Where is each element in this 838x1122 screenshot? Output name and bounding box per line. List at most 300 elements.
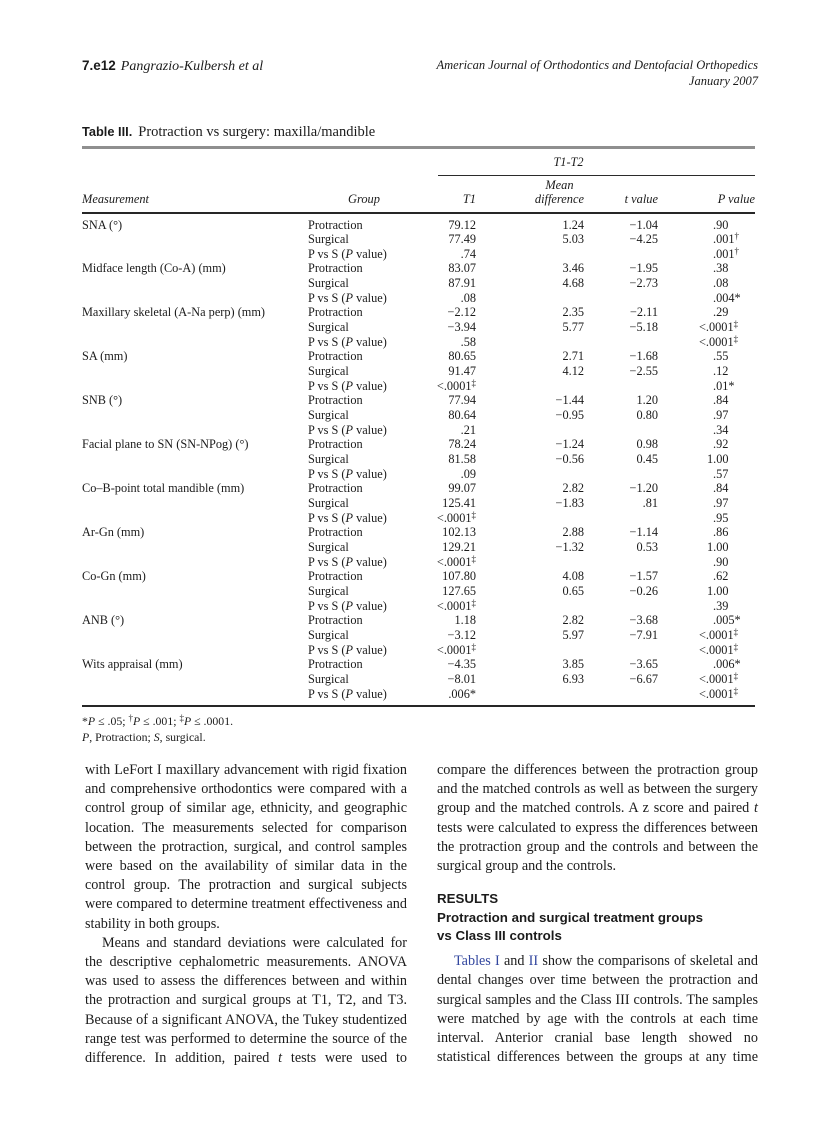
t1-cell: −2.12 [447, 305, 476, 320]
significance-marker: ‡ [471, 597, 476, 608]
p-value-cell: <.0001‡ [699, 670, 739, 686]
table-row [82, 687, 755, 702]
page-number: 7.e12 [82, 58, 116, 73]
p-value-cell: .006* [713, 657, 741, 672]
text-run: show the comparisons of skeletal and dental changes over time between the protraction and surgical samples and the Class III controls. The samples were matched by age with the controls at each time interval. Anterior cranial base length showed no statistical differences between the groups at any time [437, 953, 758, 1066]
p-value-cell: .001† [713, 245, 740, 261]
table-footnote [82, 714, 755, 730]
table-row [82, 672, 755, 687]
text-run: value) [353, 378, 387, 393]
text-run: Surgical [308, 539, 349, 554]
italic-text-run: P [183, 714, 192, 729]
measurement-cell [82, 628, 308, 643]
t-value-cell: 0.53 [636, 539, 658, 554]
p-value-cell: .001† [713, 231, 740, 247]
group-cell [308, 467, 420, 482]
p-value-cell: .84 [713, 393, 729, 408]
measurement-cell [82, 584, 308, 599]
text-run: value) [353, 642, 387, 657]
text-run: value) [353, 554, 387, 569]
text-run: value) [353, 290, 387, 305]
mean-difference-cell: 2.82 [562, 481, 584, 496]
text-run: compare the differences between the protraction group and the matched controls as well as between the surgery group and the matched controls. A z score and paired [437, 762, 758, 817]
column-header-group: Group [348, 191, 380, 206]
t-value-cell [584, 511, 658, 526]
citation-link[interactable]: Tables I [454, 953, 500, 970]
results-subheading-line: Protraction and surgical treatment groups [437, 910, 703, 926]
t-value-cell: −6.67 [629, 671, 658, 686]
group-cell [308, 584, 420, 599]
italic-text-run: P [345, 290, 353, 305]
group-cell [308, 423, 420, 438]
table-row [82, 291, 755, 306]
p-value-cell: .12 [713, 364, 729, 379]
t1-cell: 81.58 [448, 452, 476, 466]
group-cell [308, 511, 420, 526]
t1-cell: 83.07 [448, 261, 476, 276]
italic-text-run: t [754, 800, 758, 817]
t-value-cell: −3.68 [629, 613, 658, 628]
t-value-cell: −2.11 [630, 305, 658, 320]
italic-text-run: P [345, 510, 353, 525]
t1-cell: 91.47 [448, 364, 476, 379]
mean-difference-cell: 4.08 [562, 569, 584, 584]
t-value-cell: −7.91 [629, 627, 658, 642]
italic-text-run: P [345, 554, 353, 569]
group-cell [308, 481, 420, 496]
t1-cell: <.0001‡ [436, 641, 476, 657]
table-row [82, 408, 755, 423]
mean-difference-cell: 2.35 [562, 305, 584, 320]
p-value-cell: <.0001‡ [699, 641, 739, 657]
p-value-cell: .86 [713, 525, 729, 540]
text-run: Surgical [308, 495, 349, 510]
group-cell [308, 364, 420, 379]
table-row [82, 511, 755, 526]
italic-text-run: P [345, 422, 353, 437]
t-value-cell: −1.20 [629, 481, 658, 496]
group-cell [308, 276, 420, 291]
group-cell [308, 261, 420, 276]
column-header-mean-difference [476, 179, 584, 207]
group-cell [308, 218, 420, 233]
italic-text-run: t [278, 1050, 283, 1067]
t-value-cell: −0.26 [629, 583, 658, 598]
p-value-cell: .29 [713, 305, 729, 320]
group-cell [308, 291, 420, 306]
italic-text-run: P [345, 378, 353, 393]
table-row [82, 437, 755, 452]
p-value-cell: .01* [713, 378, 735, 393]
mean-difference-cell [476, 599, 584, 614]
text-run: * [82, 714, 88, 729]
text-run: with LeFort I maxillary advancement with rigid fixation and comprehensive orthodontics were compared with a control group of similar age, ethnicity, and geographic location. The measurements selected for comparison between the protraction, surgical, and control samples were based on the availability of similar data in the control group. The protraction and surgical subjects were compared to determine treatment effectiveness and stability in both groups. [85, 762, 407, 932]
table-row [82, 555, 755, 570]
table-row [82, 247, 755, 262]
p-value-cell: .92 [713, 437, 729, 452]
text-run: Protraction [308, 657, 363, 672]
group-cell [308, 555, 420, 570]
t1-cell: 127.65 [442, 583, 476, 598]
group-cell [308, 393, 420, 408]
measurement-cell [82, 408, 308, 423]
group-cell [308, 247, 420, 262]
text-run: Surgical [308, 452, 349, 466]
mean-difference-cell: −0.95 [555, 408, 584, 423]
t-value-cell: −1.14 [629, 525, 658, 540]
mean-difference-cell [476, 511, 584, 526]
mean-difference-cell: −1.44 [555, 393, 584, 408]
table-row [82, 584, 755, 599]
measurement-cell: SNA (°) [82, 217, 123, 232]
text-run: P vs S ( [308, 422, 346, 437]
p-value-cell: .57 [713, 466, 729, 481]
table-row [82, 423, 755, 438]
text-run: Surgical [308, 408, 349, 423]
mean-difference-cell: 3.46 [562, 261, 584, 276]
text-run: P vs S ( [308, 598, 346, 613]
mean-difference-header-lines [535, 179, 584, 206]
mean-difference-cell [476, 379, 584, 394]
group-cell [308, 452, 420, 467]
italic-text-run: P [345, 686, 353, 701]
group-cell [308, 349, 420, 364]
text-run: Surgical [308, 583, 349, 598]
measurement-cell [82, 423, 308, 438]
table-row [82, 481, 755, 496]
text-run: ≤ .0001. [191, 714, 234, 729]
group-cell [308, 672, 420, 687]
t-value-cell: −1.95 [629, 261, 658, 276]
italic-text-run: P [345, 466, 353, 481]
group-cell [308, 305, 420, 320]
table-row [82, 599, 755, 614]
text-run: , surgical. [159, 729, 206, 744]
mean-difference-cell [476, 247, 584, 262]
table-row [82, 261, 755, 276]
italic-text-run: P [87, 714, 96, 729]
citation-link[interactable]: II [528, 953, 539, 970]
t1-cell: 77.49 [448, 232, 476, 247]
t-value-cell: 0.80 [636, 408, 658, 423]
measurement-cell [82, 452, 308, 467]
t1-cell: 80.65 [448, 349, 476, 364]
significance-marker: ‡ [471, 509, 476, 520]
measurement-cell [82, 467, 308, 482]
italic-text-run: P [132, 714, 141, 729]
text-run: ≤ .001; [140, 714, 180, 729]
table-row [82, 643, 755, 658]
column-header-measurement: Measurement [82, 191, 149, 206]
group-cell [308, 335, 420, 350]
body-column-right [437, 761, 758, 1067]
t-value-cell: −3.65 [629, 657, 658, 672]
t1-cell: −8.01 [447, 671, 476, 686]
t1-cell: <.0001‡ [436, 553, 476, 569]
significance-marker: † [128, 713, 133, 724]
t-value-cell [584, 599, 658, 614]
text-run: value) [353, 598, 387, 613]
t-value-cell: 1.20 [636, 393, 658, 408]
text-run: P vs S ( [308, 334, 346, 349]
significance-marker: ‡ [733, 333, 739, 344]
group-cell [308, 643, 420, 658]
table-row [82, 657, 755, 672]
measurement-cell [82, 540, 308, 555]
paragraph [85, 934, 407, 1068]
p-value-cell: .90 [713, 217, 729, 232]
mean-difference-cell: 5.97 [562, 627, 584, 642]
mean-difference-cell: 4.68 [562, 276, 584, 291]
group-cell [308, 379, 420, 394]
table-bottom-rule [82, 705, 755, 707]
p-value-cell: .90 [713, 554, 729, 569]
text-run: Protraction [308, 481, 363, 496]
text-run: value) [353, 686, 387, 701]
results-subheading [437, 909, 758, 944]
p-value-cell: .95 [713, 510, 729, 525]
column-spanner-row [82, 149, 755, 175]
paragraph [85, 761, 407, 934]
column-spanner-label: T1-T2 [553, 154, 584, 169]
text-run: , Protraction; [89, 729, 154, 744]
measurement-cell [82, 672, 308, 687]
p-value-cell: .84 [713, 481, 729, 496]
group-cell [308, 613, 420, 628]
group-cell [308, 496, 420, 511]
significance-marker: ‡ [733, 626, 739, 637]
text-run: Protraction [308, 305, 363, 320]
running-head-left [82, 58, 263, 75]
mean-difference-cell: 2.82 [562, 613, 584, 628]
table-row [82, 349, 755, 364]
p-value-cell: .005* [713, 613, 741, 628]
t1-cell: 102.13 [442, 525, 476, 540]
measurement-cell: SNB (°) [82, 393, 123, 408]
text-run: Protraction [308, 393, 363, 408]
running-head [82, 58, 758, 89]
t1-cell: .08 [460, 290, 476, 305]
text-run: Protraction [308, 261, 363, 276]
significance-marker: ‡ [471, 377, 476, 388]
text-run: P vs S ( [308, 466, 346, 481]
mean-difference-cell [476, 643, 584, 658]
journal-reference [437, 58, 759, 89]
text-run: P vs S ( [308, 290, 346, 305]
t-value-cell [584, 423, 658, 438]
table-title: Protraction vs surgery: maxilla/mandible [138, 124, 376, 140]
t-value-cell: −5.18 [629, 320, 658, 335]
measurement-cell: Co-Gn (mm) [82, 569, 146, 584]
measurement-cell [82, 247, 308, 262]
text-run: Means and standard deviations were calculated for the descriptive cephalometric measurements. ANOVA was used to assess the differences between and within the protraction and surgical groups at T1, T2, and T3. Because of a significant ANOVA, the Tukey studentized range test was performed to determine the source of the difference. In addition, paired [85, 934, 407, 1067]
table-3 [82, 124, 755, 745]
measurement-cell [82, 599, 308, 614]
p-value-cell: <.0001‡ [699, 685, 739, 701]
mean-difference-cell: 4.12 [562, 364, 584, 379]
p-value-cell: <.0001‡ [699, 333, 739, 349]
text-run: P vs S ( [308, 510, 346, 525]
p-value-cell: <.0001‡ [699, 319, 739, 335]
measurement-cell: Wits appraisal (mm) [82, 657, 183, 672]
text-run: P vs S ( [308, 554, 346, 569]
table-row [82, 335, 755, 350]
mean-difference-cell: 2.88 [562, 525, 584, 540]
measurement-cell [82, 291, 308, 306]
t-value-cell [584, 643, 658, 658]
t1-cell: .74 [460, 246, 476, 261]
results-subheading-line: vs Class III controls [437, 927, 562, 943]
table-row [82, 496, 755, 511]
group-cell [308, 408, 420, 423]
p-value-cell: .39 [713, 598, 729, 613]
column-header-t1: T1 [462, 191, 476, 206]
table-header-row [82, 176, 755, 212]
measurement-cell [82, 276, 308, 291]
t-value-cell: −2.55 [629, 364, 658, 379]
journal-issue-date: January 2007 [688, 73, 758, 88]
mean-difference-cell [476, 291, 584, 306]
p-value-cell: <.0001‡ [699, 626, 739, 642]
mean-header-line2: difference [534, 191, 584, 206]
group-cell [308, 525, 420, 540]
measurement-cell: Co–B-point total mandible (mm) [82, 481, 245, 496]
group-cell [308, 232, 420, 247]
t-value-cell [584, 379, 658, 394]
significance-marker: † [734, 245, 740, 256]
table-row [82, 276, 755, 291]
table-row [82, 320, 755, 335]
measurement-cell [82, 511, 308, 526]
t-value-cell [584, 555, 658, 570]
t-value-cell: 0.45 [636, 452, 658, 466]
text-run: value) [353, 246, 387, 261]
measurement-cell [82, 320, 308, 335]
t1-cell: .21 [460, 422, 476, 437]
table-row [82, 393, 755, 408]
text-run: P vs S ( [308, 686, 346, 701]
group-cell [308, 540, 420, 555]
table-row [82, 305, 755, 320]
mean-difference-cell: 0.65 [562, 583, 584, 598]
mean-difference-cell: 5.77 [562, 320, 584, 335]
text-run: Surgical [308, 671, 349, 686]
t1-cell: 87.91 [448, 276, 476, 291]
text-run: Surgical [308, 627, 349, 642]
body-column-left [85, 761, 407, 1068]
text-run: ≤ .05; [95, 714, 129, 729]
group-cell [308, 437, 420, 452]
mean-difference-cell: 2.71 [562, 349, 584, 364]
p-value-cell: .34 [713, 422, 729, 437]
t-value-cell: −1.68 [629, 349, 658, 364]
mean-difference-cell: −1.24 [555, 437, 584, 452]
mean-difference-cell: 6.93 [562, 671, 584, 686]
right-paragraphs-after [437, 952, 758, 1067]
significance-marker: ‡ [733, 670, 739, 681]
table-row [82, 452, 755, 467]
text-run: P vs S ( [308, 378, 346, 393]
mean-difference-cell [476, 423, 584, 438]
p-value-cell: .55 [713, 349, 729, 364]
table-row [82, 569, 755, 584]
mean-difference-cell [476, 687, 584, 702]
column-header-t-value: t value [624, 191, 658, 206]
table-label: Table III. [82, 124, 133, 139]
p-value-cell: 1.00 [707, 539, 729, 554]
text-run: value) [353, 334, 387, 349]
table-row [82, 467, 755, 482]
t-value-cell [584, 247, 658, 262]
text-run: Surgical [308, 364, 349, 379]
text-run: P vs S ( [308, 642, 346, 657]
p-value-cell: .004* [713, 290, 741, 305]
text-run: tests were calculated to express the differences between the protraction group and the controls and between the surgical group and the controls. [437, 819, 758, 875]
mean-difference-cell: −0.56 [555, 452, 584, 466]
p-value-cell: .97 [713, 495, 729, 510]
paragraph [437, 761, 758, 876]
measurement-cell: Facial plane to SN (SN-NPog) (°) [82, 437, 249, 452]
text-run: Surgical [308, 320, 349, 335]
t1-cell: −3.12 [447, 627, 476, 642]
t1-cell: −3.94 [447, 320, 476, 335]
paragraph [437, 952, 758, 1067]
table-body [82, 214, 755, 702]
table-caption [82, 124, 755, 141]
t1-cell: 80.64 [448, 408, 476, 423]
significance-marker: ‡ [733, 641, 739, 652]
mean-difference-cell: 1.24 [562, 217, 584, 232]
measurement-cell: Maxillary skeletal (A-Na perp) (mm) [82, 305, 266, 320]
t1-cell: 99.07 [448, 481, 476, 496]
table-row [82, 364, 755, 379]
text-run: Protraction [308, 437, 363, 452]
measurement-cell: ANB (°) [82, 613, 125, 628]
mean-header-line1: Mean [545, 178, 574, 192]
t1-cell: .006* [448, 686, 476, 701]
t-value-cell [584, 291, 658, 306]
measurement-cell [82, 496, 308, 511]
text-run: Protraction [308, 525, 363, 540]
table-row [82, 379, 755, 394]
p-value-cell: .62 [713, 569, 729, 584]
t-value-cell [584, 687, 658, 702]
text-run: Protraction [308, 217, 363, 232]
text-run: P vs S ( [308, 246, 346, 261]
text-run: Protraction [308, 349, 363, 364]
group-cell [308, 687, 420, 702]
text-run: and [499, 953, 529, 970]
group-cell [308, 628, 420, 643]
table-row [82, 232, 755, 247]
mean-difference-cell: 3.85 [562, 657, 584, 672]
p-value-cell: 1.00 [707, 452, 729, 466]
significance-marker: † [734, 231, 740, 242]
italic-text-run: S [153, 729, 160, 744]
table-row [82, 613, 755, 628]
significance-marker: ‡ [179, 713, 184, 724]
results-heading: RESULTS [437, 891, 499, 907]
p-value-cell: .38 [713, 261, 729, 276]
table-row [82, 540, 755, 555]
measurement-cell: Midface length (Co-A) (mm) [82, 261, 226, 276]
t-value-cell: −1.57 [629, 569, 658, 584]
mean-difference-cell [476, 555, 584, 570]
t-value-cell: .81 [642, 495, 658, 510]
italic-text-run: P [345, 598, 353, 613]
table-row [82, 525, 755, 540]
measurement-cell [82, 555, 308, 570]
